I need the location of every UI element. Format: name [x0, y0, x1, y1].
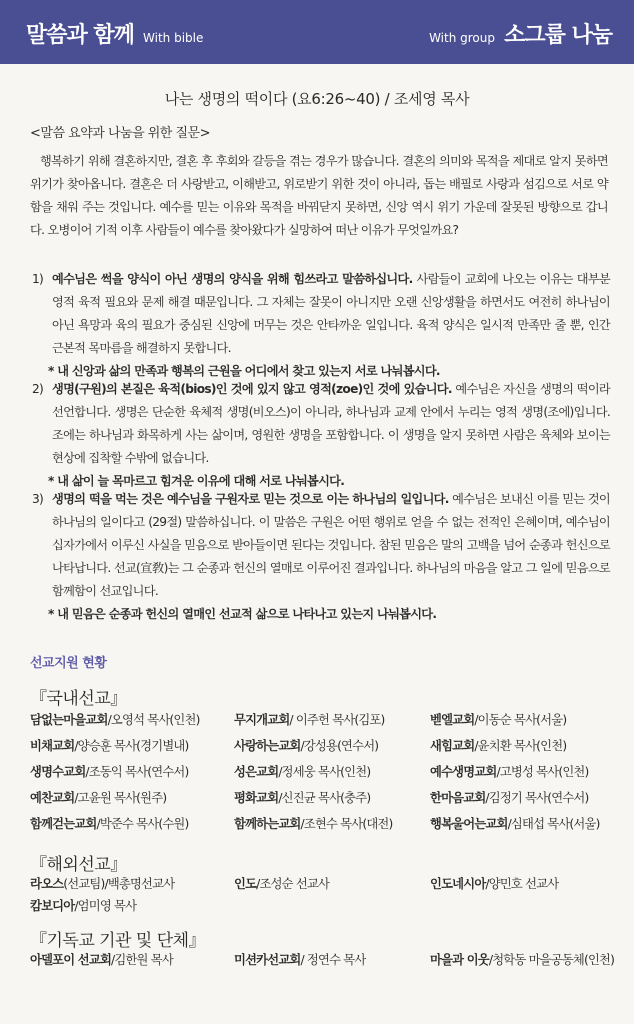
list-item: 평화교회/신진균 목사(충주) — [234, 791, 371, 805]
sermon-subtitle: <말씀 요약과 나눔을 위한 질문> — [30, 126, 211, 141]
point-lead: 생명의 떡을 먹는 것은 예수님을 구원자로 믿는 것으로 이는 하나님의 일입니다. — [52, 492, 449, 506]
list-item: 담없는마을교회/오영석 목사(인천) — [30, 713, 200, 727]
point-2 — [30, 378, 610, 493]
list-row — [30, 788, 630, 814]
point-number: 1) — [32, 272, 44, 286]
point-number: 2) — [32, 382, 44, 396]
sermon-title: 나는 생명의 떡이다 (요6:26~40) / 조세영 목사 — [164, 90, 470, 108]
point-3 — [30, 488, 610, 626]
list-row — [30, 736, 630, 762]
list-row — [30, 874, 630, 896]
page-header — [0, 0, 634, 64]
list-item: 행복울어는교회/심태섭 목사(서울) — [430, 817, 600, 831]
point-text: 사람들이 교회에 나오는 이유는 대부분 영적 육적 필요와 문제 해결 때문입니다. 그 자체는 잘못이 아니지만 오랜 신앙생활을 하면서도 여전히 하나님이 아닌 욕망과 육의 필요가 중심된 신앙에 머무는 것은 안타까운 일입니다. 육적 양식은 일시적 만족만 줄 뿐, 인간 근본적 목마름을 해결하지 못합니다. — [52, 272, 610, 355]
point-lead: 생명(구원)의 본질은 육적(bios)인 것에 있지 않고 영적(zoe)인 것에 있습니다. — [52, 382, 452, 396]
point-lead: 예수님은 썩을 양식이 아닌 생명의 양식을 위해 힘쓰라고 말씀하십니다. — [52, 272, 413, 286]
list-item: 비채교회/양승훈 목사(경기별내) — [30, 739, 189, 753]
header-left — [26, 18, 203, 49]
overseas-heading: 『해외선교』 — [30, 855, 127, 875]
sermon-intro: 행복하기 위해 결혼하지만, 결혼 후 후회와 갈등을 겪는 경우가 많습니다. 결혼의 의미와 목적을 제대로 알지 못하면 위기가 찾아옵니다. 결혼은 더 사랑받고, 이해받고, 위로받기 위한 것이 아니라, 돕는 배필로 사랑과 섬김으로 서로 약함을 채워 주는 것입니다. 예수를 믿는 이유와 목적을 바꿔닫지 못하면, 신앙 역시 위기 가운데 잘못된 방향으로 갑니다. 오병이어 기적 이후 사람들이 예수를 찾아왔다가 실망하여 떠난 이유가 무엇일까요? — [30, 154, 608, 237]
orgs-list — [30, 950, 630, 976]
orgs-heading: 『기독교 기관 및 단체』 — [30, 931, 206, 951]
list-item: 벧엘교회/이동순 목사(서울) — [430, 713, 567, 727]
list-row — [30, 896, 630, 918]
list-item: 예수생명교회/고병성 목사(인천) — [430, 765, 589, 779]
list-item: 캄보디아/엄미영 목사 — [30, 899, 137, 913]
list-item: 무지개교회/ 이주헌 목사(김포) — [234, 713, 385, 727]
list-item: 성은교회/정세웅 목사(인천) — [234, 765, 371, 779]
list-item: 한마음교회/김정기 목사(연수서) — [430, 791, 589, 805]
list-item: 새힘교회/윤치환 목사(인천) — [430, 739, 567, 753]
header-group-title: 소그룹 나눔 — [504, 23, 612, 48]
header-right — [429, 18, 612, 49]
point-body — [52, 268, 610, 360]
list-item: 마을과 이웃/청학동 마을공동체(인천) — [430, 953, 615, 967]
list-item: 인도/조성순 선교사 — [234, 877, 330, 891]
domestic-list — [30, 710, 630, 840]
point-text: 예수님은 자신을 생명의 떡이라 선언합니다. 생명은 단순한 육체적 생명(비오스)이 아니라, 하나님과 교제 안에서 누리는 영적 생명(조에)입니다. 조에는 하나님과 화목하게 사는 삶이며, 영원한 생명을 포함합니다. 이 생명을 알지 못하면 사람은 육체와 보이는 현상에 집착할 수밖에 없습니다. — [52, 382, 610, 465]
header-section-title: 말씀과 함께 — [26, 23, 134, 48]
point-1 — [30, 268, 610, 383]
list-item: 라오스(선교팀)/백총명선교사 — [30, 877, 175, 891]
point-question: * 내 신앙과 삶의 만족과 행복의 근원을 어디에서 찾고 있는지 서로 나눠봅시다. — [48, 364, 440, 378]
list-item: 생명수교회/조동익 목사(연수서) — [30, 765, 189, 779]
list-row — [30, 762, 630, 788]
list-item: 인도네시아/양민호 선교사 — [430, 877, 559, 891]
list-row — [30, 950, 630, 976]
list-item: 미션카선교회/ 정연수 목사 — [234, 953, 366, 967]
mission-section-title: 선교지원 현황 — [30, 656, 107, 671]
point-question: * 내 삶이 늘 목마르고 힘겨운 이유에 대해 서로 나눠봅시다. — [48, 474, 345, 488]
list-item: 사랑하는교회/강성용(연수서) — [234, 739, 379, 753]
overseas-list — [30, 874, 630, 918]
list-item: 아델포이 선교회/김한원 목사 — [30, 953, 173, 967]
header-group-subtitle: With group — [429, 31, 495, 45]
point-number: 3) — [32, 492, 44, 506]
point-text: 예수님은 보내신 이를 믿는 것이 하나님의 일이다고 (29절) 말씀하십니다. 이 말씀은 구원은 어떤 행위로 얻을 수 없는 전적인 은혜이며, 예수님이 십자가에서 이루신 사실을 믿음으로 받아들이면 된다는 것입니다. 참된 믿음은 말의 고백을 넘어 순종과 헌신으로 나타납니다. 선교(宣敎)는 그 순종과 헌신의 열매로 이루어진 결과입니다. 하나님의 마음을 알고 그 일에 믿음으로 함께함이 선교입니다. — [52, 492, 610, 598]
point-body — [52, 488, 610, 603]
list-item: 함께걷는교회/박준수 목사(수원) — [30, 817, 189, 831]
header-section-subtitle: With bible — [143, 31, 204, 45]
list-item: 예찬교회/고윤원 목사(원주) — [30, 791, 167, 805]
list-item: 함께하는교회/조현수 목사(대전) — [234, 817, 393, 831]
domestic-heading: 『국내선교』 — [30, 689, 127, 709]
list-row — [30, 814, 630, 840]
point-question: * 내 믿음은 순종과 헌신의 열매인 선교적 삶으로 나타나고 있는지 나눠봅시다. — [48, 607, 437, 621]
point-body — [52, 378, 610, 470]
list-row — [30, 710, 630, 736]
